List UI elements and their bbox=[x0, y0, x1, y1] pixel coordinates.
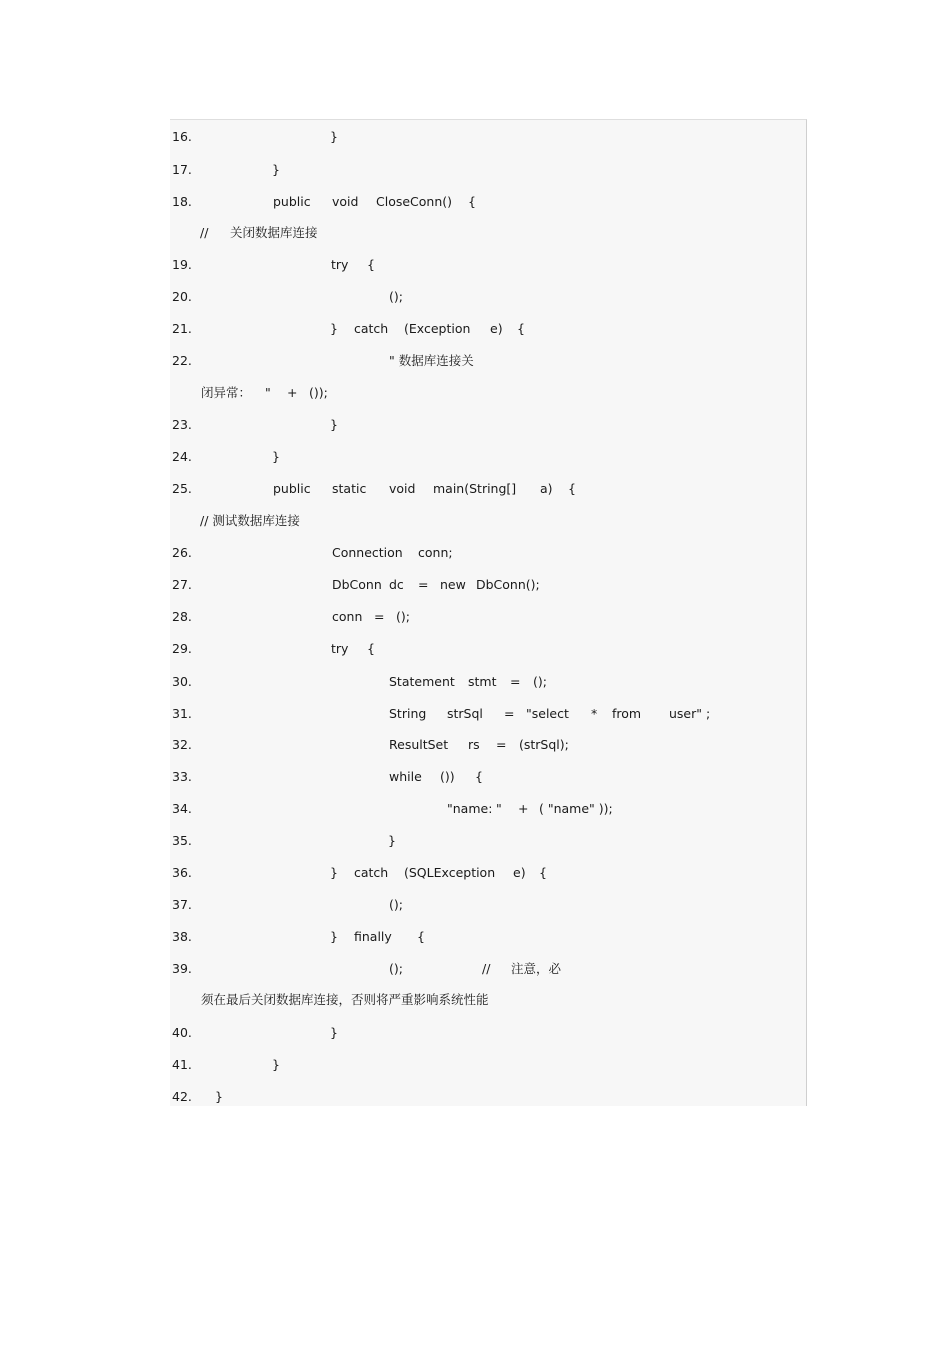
code-token: // 测试数据库连接 bbox=[200, 513, 300, 528]
code-token: (strSql); bbox=[519, 737, 569, 752]
code-line bbox=[0, 800, 950, 818]
code-line bbox=[0, 1056, 950, 1074]
code-line bbox=[0, 736, 950, 754]
code-token: } bbox=[272, 449, 280, 464]
code-token: { bbox=[568, 481, 576, 496]
code-token: { bbox=[367, 641, 375, 656]
code-line bbox=[0, 576, 950, 594]
code-token: } bbox=[330, 1025, 338, 1040]
code-token: = bbox=[496, 737, 507, 752]
code-token: (); bbox=[389, 897, 403, 912]
code-token: ( "name" )); bbox=[539, 801, 613, 816]
code-token: } bbox=[272, 1057, 280, 1072]
line-number: 18. bbox=[172, 194, 192, 209]
code-token: stmt bbox=[468, 674, 497, 689]
code-token: (); bbox=[389, 961, 403, 976]
code-line bbox=[0, 832, 950, 850]
code-line bbox=[0, 705, 950, 723]
code-token: rs bbox=[468, 737, 480, 752]
code-token: * bbox=[591, 706, 598, 721]
code-token: String bbox=[389, 706, 427, 721]
code-line bbox=[0, 896, 950, 914]
code-line bbox=[0, 161, 950, 179]
code-token: } bbox=[330, 929, 338, 944]
line-number: 30. bbox=[172, 674, 192, 689]
code-line bbox=[0, 512, 950, 530]
code-token: "select bbox=[526, 706, 569, 721]
code-token: static bbox=[332, 481, 367, 496]
code-line bbox=[0, 1024, 950, 1042]
code-token: e) bbox=[490, 321, 503, 336]
code-token: conn; bbox=[418, 545, 453, 560]
code-line bbox=[0, 320, 950, 338]
line-number: 37. bbox=[172, 897, 192, 912]
code-line bbox=[0, 640, 950, 658]
code-token: DbConn(); bbox=[476, 577, 540, 592]
line-number: 20. bbox=[172, 289, 192, 304]
code-token: } bbox=[215, 1089, 223, 1104]
line-number: 26. bbox=[172, 545, 192, 560]
code-token: from bbox=[612, 706, 642, 721]
code-token: { bbox=[539, 865, 547, 880]
code-token: } bbox=[272, 162, 280, 177]
line-number: 27. bbox=[172, 577, 192, 592]
code-token: + bbox=[287, 385, 298, 400]
code-token: 闭异常： bbox=[201, 385, 252, 400]
code-token: 注意，必 bbox=[511, 961, 562, 976]
code-line bbox=[0, 224, 950, 242]
code-token: = bbox=[374, 609, 385, 624]
code-token: new bbox=[440, 577, 466, 592]
code-token: } bbox=[330, 321, 338, 336]
code-token: (Exception bbox=[404, 321, 471, 336]
code-token: main(String[] bbox=[433, 481, 517, 496]
line-number: 24. bbox=[172, 449, 192, 464]
line-number: 19. bbox=[172, 257, 192, 272]
code-token: { bbox=[468, 194, 476, 209]
code-token: { bbox=[475, 769, 483, 784]
code-token: public bbox=[273, 194, 311, 209]
code-token: e) bbox=[513, 865, 526, 880]
code-token: = bbox=[504, 706, 515, 721]
line-number: 21. bbox=[172, 321, 192, 336]
code-token: = bbox=[510, 674, 521, 689]
line-number: 35. bbox=[172, 833, 192, 848]
code-token: // bbox=[482, 961, 491, 976]
code-token: try bbox=[331, 257, 349, 272]
code-token: public bbox=[273, 481, 311, 496]
code-token: (); bbox=[389, 289, 403, 304]
line-number: 25. bbox=[172, 481, 192, 496]
code-line bbox=[0, 960, 950, 978]
code-line bbox=[0, 480, 950, 498]
code-line bbox=[0, 544, 950, 562]
code-line bbox=[0, 256, 950, 274]
code-token: // bbox=[200, 225, 209, 240]
code-token: "name: bbox=[447, 801, 493, 816]
code-token: CloseConn() bbox=[376, 194, 453, 209]
code-token: " bbox=[496, 801, 502, 816]
code-line bbox=[0, 128, 950, 146]
code-token: { bbox=[517, 321, 525, 336]
code-line bbox=[0, 416, 950, 434]
code-token: 须在最后关闭数据库连接，否则将严重影响系统性能 bbox=[201, 992, 489, 1007]
code-token: { bbox=[417, 929, 425, 944]
line-number: 32. bbox=[172, 737, 192, 752]
code-line bbox=[0, 991, 950, 1009]
line-number: 38. bbox=[172, 929, 192, 944]
code-token: 关闭数据库连接 bbox=[230, 225, 318, 240]
code-token: catch bbox=[354, 321, 389, 336]
line-number: 23. bbox=[172, 417, 192, 432]
line-number: 42. bbox=[172, 1089, 192, 1104]
code-token: + bbox=[518, 801, 529, 816]
code-line bbox=[0, 448, 950, 466]
code-line bbox=[0, 864, 950, 882]
code-token: user" ; bbox=[669, 706, 711, 721]
code-line bbox=[0, 384, 950, 402]
line-number: 34. bbox=[172, 801, 192, 816]
code-token: Connection bbox=[332, 545, 403, 560]
code-token: conn bbox=[332, 609, 363, 624]
code-token: " 数据库连接关 bbox=[389, 353, 474, 368]
line-number: 41. bbox=[172, 1057, 192, 1072]
code-token: dc bbox=[389, 577, 404, 592]
code-token: finally bbox=[354, 929, 392, 944]
code-line bbox=[0, 193, 950, 211]
code-token: catch bbox=[354, 865, 389, 880]
line-number: 33. bbox=[172, 769, 192, 784]
line-number: 16. bbox=[172, 129, 192, 144]
code-token: } bbox=[330, 417, 338, 432]
code-token: " bbox=[265, 385, 271, 400]
code-token: DbConn bbox=[332, 577, 382, 592]
code-line bbox=[0, 288, 950, 306]
code-token: Statement bbox=[389, 674, 455, 689]
code-token: try bbox=[331, 641, 349, 656]
line-number: 36. bbox=[172, 865, 192, 880]
code-token: ResultSet bbox=[389, 737, 449, 752]
code-token: void bbox=[389, 481, 416, 496]
code-token: } bbox=[330, 129, 338, 144]
code-token: while bbox=[389, 769, 422, 784]
code-token: ()); bbox=[309, 385, 328, 400]
code-token: (SQLException bbox=[404, 865, 496, 880]
code-line bbox=[0, 673, 950, 691]
line-number: 40. bbox=[172, 1025, 192, 1040]
code-token: } bbox=[388, 833, 396, 848]
line-number: 29. bbox=[172, 641, 192, 656]
line-number: 28. bbox=[172, 609, 192, 624]
line-number: 31. bbox=[172, 706, 192, 721]
code-token: a) bbox=[540, 481, 553, 496]
code-token: = bbox=[418, 577, 429, 592]
code-line bbox=[0, 352, 950, 370]
code-token: } bbox=[330, 865, 338, 880]
line-number: 17. bbox=[172, 162, 192, 177]
code-token: void bbox=[332, 194, 359, 209]
line-number: 39. bbox=[172, 961, 192, 976]
code-line bbox=[0, 928, 950, 946]
code-token: { bbox=[367, 257, 375, 272]
code-line bbox=[0, 1088, 950, 1106]
line-number: 22. bbox=[172, 353, 192, 368]
code-token: strSql bbox=[447, 706, 483, 721]
code-token: (); bbox=[396, 609, 410, 624]
code-token: (); bbox=[533, 674, 547, 689]
code-token: ()) bbox=[440, 769, 455, 784]
code-line bbox=[0, 608, 950, 626]
code-line bbox=[0, 768, 950, 786]
